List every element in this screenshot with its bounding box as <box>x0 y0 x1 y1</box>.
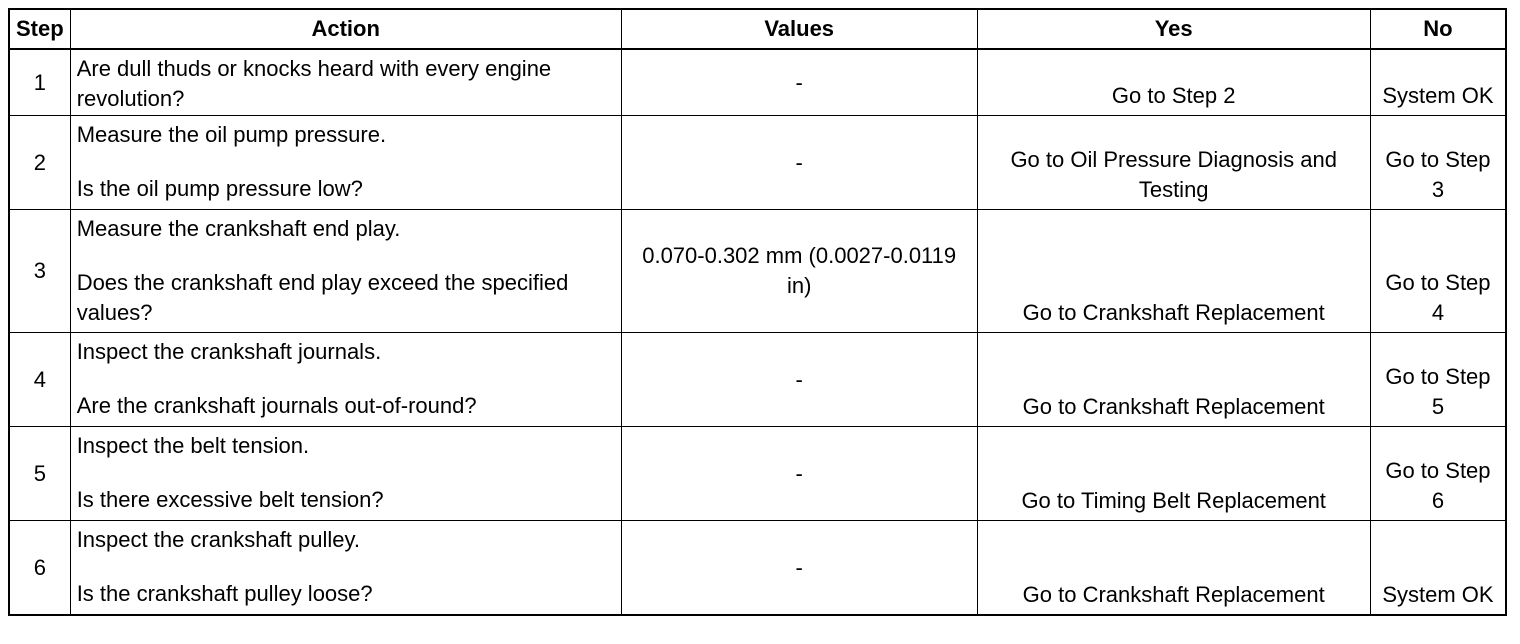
yes-cell: Go to Crankshaft Replacement <box>977 333 1370 427</box>
values-cell: - <box>621 427 977 521</box>
values-cell: - <box>621 521 977 616</box>
diagnostic-table <box>8 8 1507 616</box>
no-cell: Go to Step 4 <box>1370 210 1506 333</box>
values-cell: 0.070-0.302 mm (0.0027-0.0119 in) <box>621 210 977 333</box>
yes-cell: Go to Step 2 <box>977 49 1370 116</box>
action-cell <box>70 49 621 116</box>
action-cell <box>70 427 621 521</box>
table-row <box>9 521 1506 616</box>
action-instruction: Inspect the belt tension. <box>76 433 310 458</box>
table-row <box>9 427 1506 521</box>
action-instruction: Measure the oil pump pressure. <box>76 122 387 147</box>
step-number: 2 <box>9 116 70 210</box>
table-row <box>9 49 1506 116</box>
yes-cell: Go to Crankshaft Replacement <box>977 210 1370 333</box>
action-cell <box>70 521 621 616</box>
action-question: Does the crankshaft end play exceed the specified values? <box>76 270 569 325</box>
header-step: Step <box>9 9 70 49</box>
header-yes: Yes <box>977 9 1370 49</box>
action-instruction: Inspect the crankshaft journals. <box>76 339 382 364</box>
header-action: Action <box>70 9 621 49</box>
no-cell: System OK <box>1370 49 1506 116</box>
no-cell: System OK <box>1370 521 1506 616</box>
no-cell: Go to Step 5 <box>1370 333 1506 427</box>
action-cell <box>70 116 621 210</box>
action-question: Are the crankshaft journals out-of-round? <box>76 393 477 418</box>
step-number: 5 <box>9 427 70 521</box>
header-row <box>9 9 1506 49</box>
values-cell: - <box>621 333 977 427</box>
yes-cell: Go to Oil Pressure Diagnosis and Testing <box>977 116 1370 210</box>
action-text: Are dull thuds or knocks heard with every engine revolution? <box>76 56 552 111</box>
step-number: 4 <box>9 333 70 427</box>
action-question: Is there excessive belt tension? <box>76 487 384 512</box>
yes-cell: Go to Timing Belt Replacement <box>977 427 1370 521</box>
header-no: No <box>1370 9 1506 49</box>
header-values: Values <box>621 9 977 49</box>
table-row <box>9 116 1506 210</box>
no-cell: Go to Step 3 <box>1370 116 1506 210</box>
step-number: 6 <box>9 521 70 616</box>
action-instruction: Inspect the crankshaft pulley. <box>76 527 360 552</box>
action-question: Is the crankshaft pulley loose? <box>76 581 373 606</box>
action-instruction: Measure the crankshaft end play. <box>76 216 401 241</box>
table-row <box>9 333 1506 427</box>
step-number: 3 <box>9 210 70 333</box>
no-cell: Go to Step 6 <box>1370 427 1506 521</box>
table-row <box>9 210 1506 333</box>
action-cell <box>70 333 621 427</box>
action-question: Is the oil pump pressure low? <box>76 176 363 201</box>
values-cell: - <box>621 116 977 210</box>
yes-cell: Go to Crankshaft Replacement <box>977 521 1370 616</box>
step-number: 1 <box>9 49 70 116</box>
values-cell: - <box>621 49 977 116</box>
action-cell <box>70 210 621 333</box>
